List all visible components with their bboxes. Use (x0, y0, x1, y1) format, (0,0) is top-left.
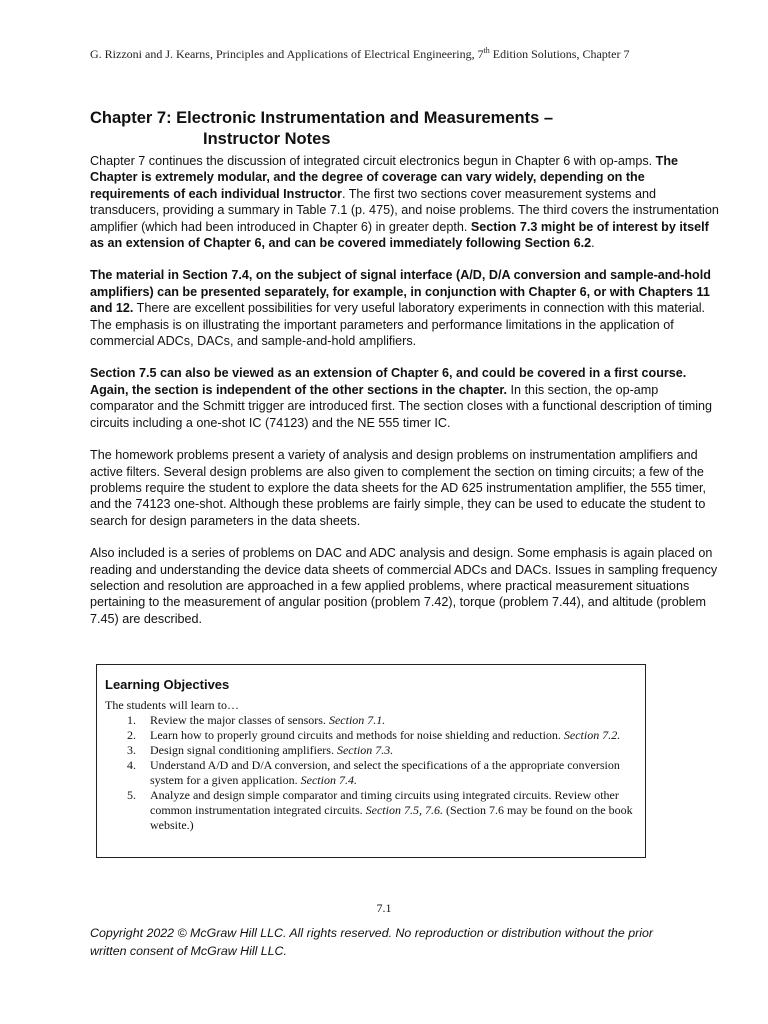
objective-body: Review the major classes of sensors. (150, 713, 329, 727)
objective-item (105, 743, 633, 758)
paragraph-4: The homework problems present a variety of analysis and design problems on instrumentation amplifiers and active filters. Several design problems are also given to complement the section on timing circuits; a few of the problems require the student to explore the data sheets for the AD 625 instrumentation amplifier, the 555 timer, and the 74123 one-shot. Although these problems are fairly simple, they can be used to educate the student to search for design parameters in the data sheets. (90, 448, 707, 528)
objective-section-ref: Section 7.1. (328, 713, 386, 727)
p3-bold-a: Section 7.5 can also be viewed as an extension of Chapter 6, and could be covered in a first course. Again, the section is independent of the other sections in the chapter. (90, 366, 687, 397)
objective-number: 2. (127, 728, 136, 742)
objective-text (150, 743, 633, 758)
p1-text-e: . (591, 236, 595, 251)
chapter-title-line2: Instructor Notes (203, 130, 331, 148)
header-text-pre: G. Rizzoni and J. Kearns, Principles and Applications of Electrical Engineering, 7 (90, 47, 484, 61)
paragraph-1 (90, 153, 722, 251)
running-header (90, 46, 690, 62)
p2-text-b: There are excellent possibilities for very useful laboratory experiments in connection with this material. The emphasis is on illustrating the important parameters and performance limitations in the application of commercial ADCs, DACs, and sample-and-hold amplifiers. (90, 301, 706, 349)
objective-number: 3. (127, 743, 136, 757)
p3-text-b: In this section, the op-amp comparator and the Schmitt trigger are introduced first. The section closes with a functional description of timing circuits including a one-shot IC (74123) and the NE 555 timer IC. (90, 382, 713, 430)
objective-tail: (Section 7.6 may be found on the book website.) (150, 803, 633, 832)
copyright-line-1: Copyright 2022 © McGraw Hill LLC. All rights reserved. No reproduction or distribution without the prior (90, 926, 654, 940)
objective-text (150, 713, 633, 728)
objective-number: 1. (127, 713, 136, 727)
learning-objectives-box (96, 664, 646, 858)
objective-body: Understand A/D and D/A conversion, and select the specifications of a the appropriate conversion system for a given application. (150, 758, 620, 787)
objective-section-ref: Section 7.5, 7.6. (365, 803, 443, 817)
objective-item (105, 758, 633, 788)
paragraph-2 (90, 267, 722, 349)
learning-objectives-title: Learning Objectives (105, 677, 230, 692)
objective-item (105, 728, 633, 743)
instructor-notes-body (90, 153, 722, 643)
p2-bold-a: The material in Section 7.4, on the subject of signal interface (A/D, D/A conversion and sample-and-hold amplifiers) can be presented separately, for example, in conjunction with Chapter 6, or with Chapters 11 and 12. (90, 268, 711, 316)
objective-body: Design signal conditioning amplifiers. (150, 743, 337, 757)
objective-section-ref: Section 7.4. (300, 773, 357, 787)
paragraph-3 (90, 365, 722, 431)
chapter-title-line1: Chapter 7: Electronic Instrumentation and Measurements – (90, 109, 554, 127)
objective-text (150, 788, 633, 833)
objective-section-ref: Section 7.2. (563, 728, 621, 742)
objective-text (150, 728, 633, 743)
p1-text-c: . The first two sections cover measurement systems and transducers, providing a summary in Table 7.1 (p. 475), and noise problems. The third covers the instrumentation amplifier (which had been introduced in Chapter 6) in greater depth. (90, 186, 719, 234)
paragraph-5: Also included is a series of problems on DAC and ADC analysis and design. Some emphasis is again placed on reading and understanding the device data sheets of commercial ADCs and DACs. Issues in sampling frequency selection and resolution are approached in a few applied problems, where practical measurement situations pertaining to the measurement of angular position (problem 7.42), torque (problem 7.44), and altitude (problem 7.45) are described. (90, 546, 718, 626)
objective-item (105, 713, 633, 728)
chapter-title (90, 108, 690, 150)
page-number: 7.1 (376, 901, 392, 915)
objective-body: Analyze and design simple comparator and timing circuits using integrated circuits. Review other common instrumentation integrated circuits. (150, 788, 619, 817)
objective-body: Learn how to properly ground circuits and methods for noise shielding and reduction. (150, 728, 564, 742)
objective-item (105, 788, 633, 833)
header-text-post: Edition Solutions, Chapter 7 (489, 47, 630, 61)
header-superscript: th (483, 46, 490, 55)
copyright-line-2: written consent of McGraw Hill LLC. (90, 944, 287, 958)
p1-bold-b: The Chapter is extremely modular, and the degree of coverage can vary widely, depending on the requirements of each individual Instructor (90, 154, 679, 201)
objective-number: 5. (127, 788, 136, 802)
p1-bold-d: Section 7.3 might be of interest by itself as an extension of Chapter 6, and can be covered immediately following Section 6.2 (90, 219, 709, 251)
p1-text-a: Chapter 7 continues the discussion of integrated circuit electronics begun in Chapter 6 with op-amps. (90, 154, 656, 168)
copyright-notice (90, 924, 690, 960)
objective-section-ref: Section 7.3. (336, 743, 394, 757)
learning-objectives-intro: The students will learn to… (105, 698, 239, 712)
learning-objectives-list (105, 713, 633, 833)
objective-number: 4. (127, 758, 136, 772)
objective-text (150, 758, 633, 788)
